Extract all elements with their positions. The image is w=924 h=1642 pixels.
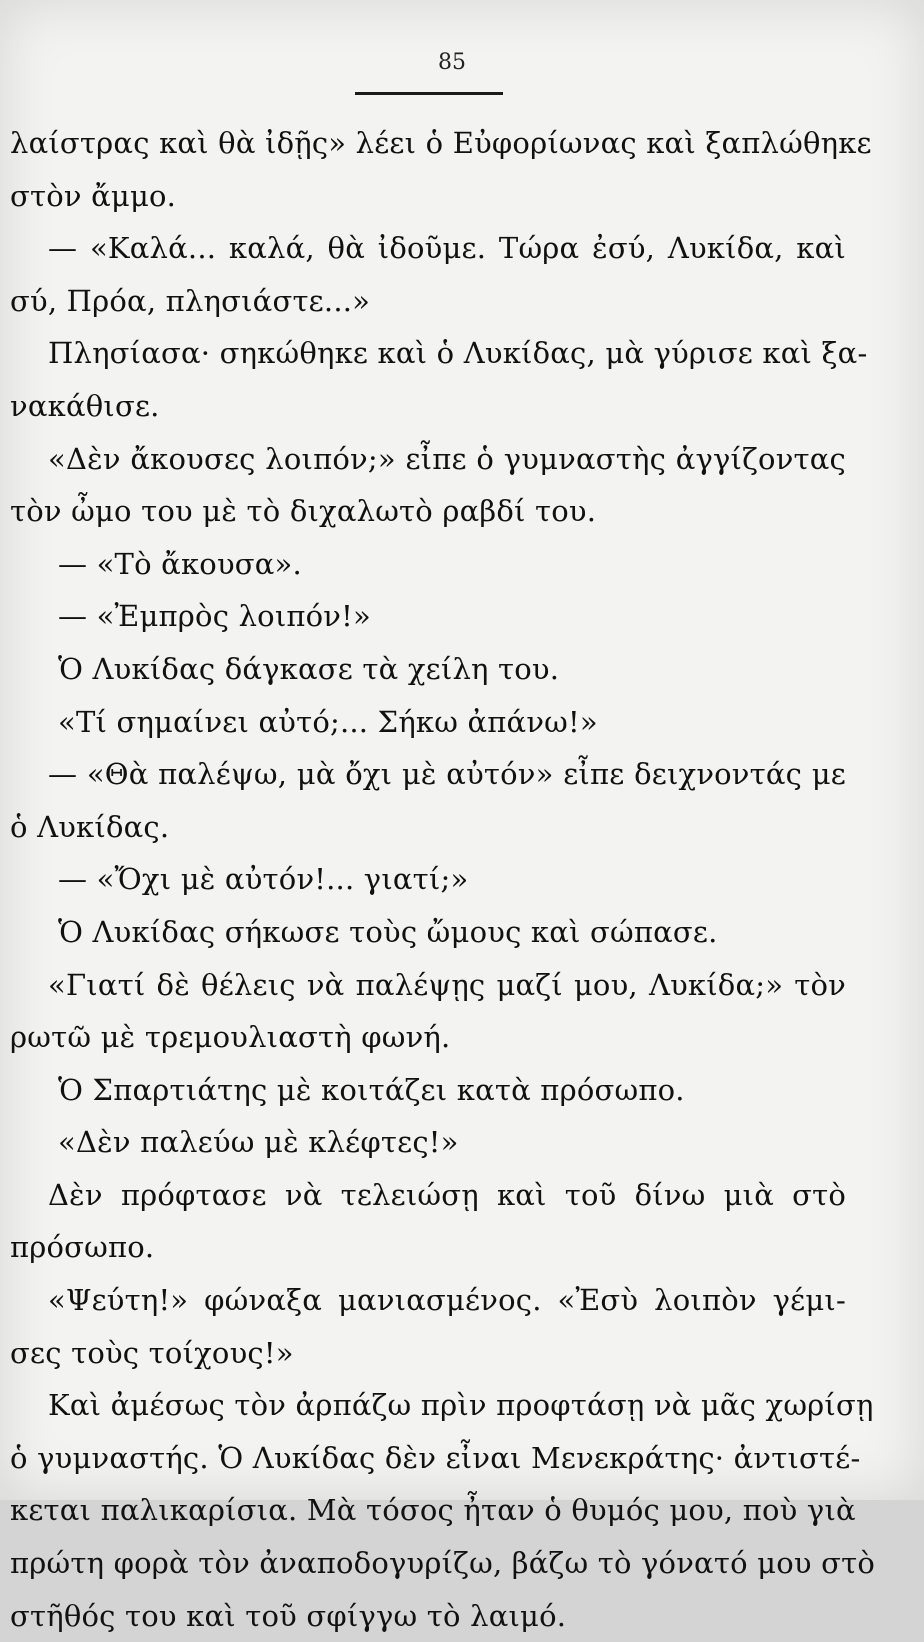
text-line: Δὲν πρόφτασε νὰ τελειώσῃ καὶ τοῦ δίνω μιὰ στὸ — [48, 1177, 846, 1212]
text-line: νακάθισε. — [10, 388, 160, 423]
text-line: «Γιατί δὲ θέλεις νὰ παλέψῃς μαζί μου, Λυκίδα;» τὸν — [48, 967, 846, 1002]
body-text — [10, 117, 876, 1642]
text-line: ὁ γυμναστής. Ὁ Λυκίδας δὲν εἶναι Μενεκράτης· ἀντιστέ- — [10, 1440, 861, 1475]
page-number: 85 — [438, 50, 466, 75]
text-line: στῆθός του καὶ τοῦ σφίγγω τὸ λαιμό. — [10, 1598, 567, 1633]
text-line: — «Καλά... καλά, θὰ ἰδοῦμε. Τώρα ἐσύ, Λυκίδα, καὶ — [48, 231, 846, 266]
text-line: «Δὲν ἄκουσες λοιπόν;» εἶπε ὁ γυμναστὴς ἀγγίζοντας — [48, 441, 846, 476]
text-line: στὸν ἄμμο. — [10, 178, 177, 213]
text-line: «Ψεύτη!» φώναξα μανιασμένος. «Ἐσὺ λοιπὸν γέμι- — [48, 1283, 846, 1318]
text-line: — «Θὰ παλέψω, μὰ ὄχι μὲ αὐτόν» εἶπε δειχνοντάς με — [48, 757, 846, 792]
text-line: Ὁ Λυκίδας δάγκασε τὰ χείλη του. — [58, 651, 560, 686]
text-line: Πλησίασα· σηκώθηκε καὶ ὁ Λυκίδας, μὰ γύρισε καὶ ξα- — [48, 336, 868, 371]
text-line: πρόσωπο. — [10, 1230, 155, 1265]
text-line: Καὶ ἀμέσως τὸν ἀρπάζω πρὶν προφτάσῃ νὰ μᾶς χωρίσῃ — [48, 1388, 874, 1423]
text-line: «Δὲν παλεύω μὲ κλέφτες!» — [58, 1125, 459, 1160]
text-line: ὁ Λυκίδας. — [10, 809, 170, 844]
text-line: Ὁ Λυκίδας σήκωσε τοὺς ὤμους καὶ σώπασε. — [58, 914, 718, 949]
text-line: λαίστρας καὶ θὰ ἰδῇς» λέει ὁ Εὐφορίωνας καὶ ξαπλώθηκε — [10, 126, 872, 160]
text-line: πρώτη φορὰ τὸν ἀναποδογυρίζω, βάζω τὸ γόνατό μου στὸ — [10, 1546, 876, 1581]
text-line: — «Ὄχι μὲ αὐτόν!... γιατί;» — [58, 862, 469, 897]
text-line: Ὁ Σπαρτιάτης μὲ κοιτάζει κατὰ πρόσωπο. — [58, 1072, 685, 1107]
text-line: σες τοὺς τοίχους!» — [10, 1335, 294, 1370]
text-line: — «Τὸ ἄκουσα». — [58, 546, 302, 581]
text-line: σύ, Πρόα, πλησιάστε...» — [10, 283, 371, 318]
text-line: ρωτῶ μὲ τρεμουλιαστὴ φωνή. — [10, 1020, 451, 1055]
text-line: κεται παλικαρίσια. Μὰ τόσος ἦταν ὁ θυμός μου, ποὺ γιὰ — [10, 1493, 856, 1528]
header-rule — [355, 92, 503, 95]
text-line: «Τί σημαίνει αὐτό;... Σήκω ἀπάνω!» — [58, 704, 598, 739]
text-line: τὸν ὦμο του μὲ τὸ διχαλωτὸ ραβδί του. — [10, 494, 597, 529]
text-line: — «Ἐμπρὸς λοιπόν!» — [58, 599, 371, 634]
